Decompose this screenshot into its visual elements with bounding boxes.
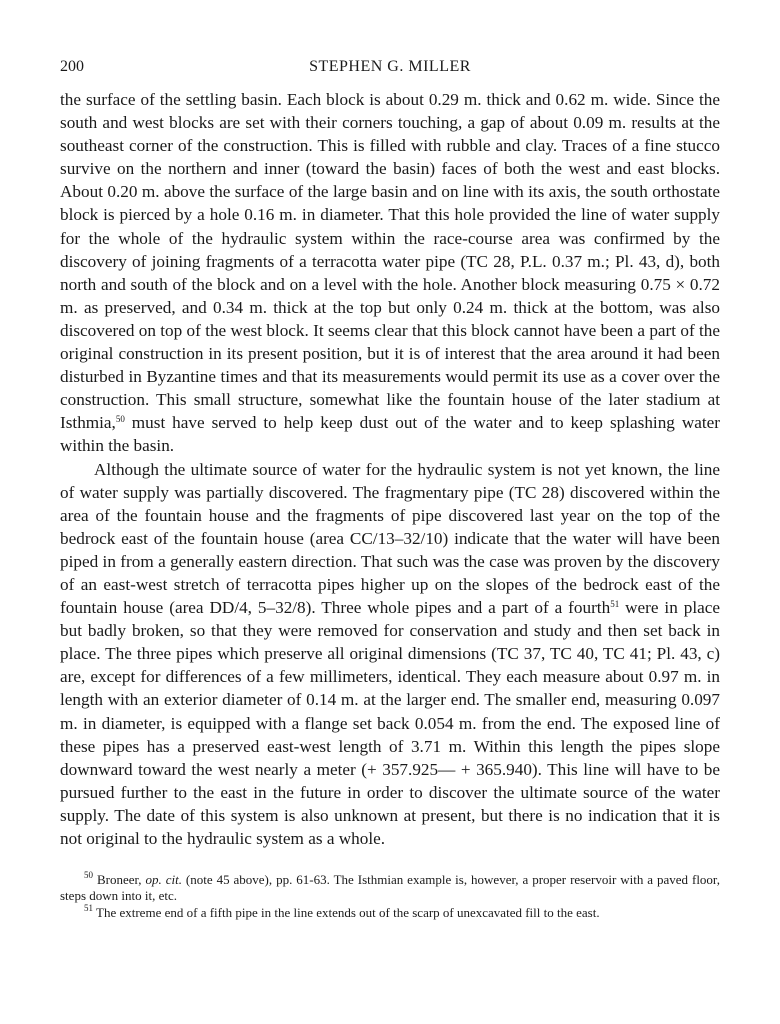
body-text [60, 88, 720, 850]
paragraph-1-text-cont: must have served to help keep dust out of the water and to keep splashing water within the basin. [60, 413, 720, 456]
paragraph-2-text-cont: were in place but badly broken, so that they were removed for conservation and study and then set back in place. The three pipes which preserve all original dimensions (TC 37, TC 40, TC 41; Pl. 43, c) are, except for differences of a few millimeters, identical. They each measure about 0.97 m. in length with an exterior diameter of 0.14 m. at the larger end. The smaller end, measuring 0.097 m. in diameter, is equipped with a flange set back 0.054 m. from the end. The exposed line of these pipes has a preserved east-west length of 3.71 m. Within this length the pipes slope downward toward the west nearly a meter (+ 357.925— + 365.940). This line will have to be pursued further to the east in the future in order to discover the ultimate source of the water supply. The date of this system is also unknown at present, but there is no indication that it is not original to the hydraulic system as a whole. [60, 598, 720, 848]
footnote-ref-51: 51 [610, 599, 620, 610]
running-head-author: STEPHEN G. MILLER [309, 58, 471, 75]
footnote-text: The extreme end of a fifth pipe in the line extends out of the scarp of unexcavated fill to the east. [93, 905, 600, 921]
footnote-text: Broneer, [93, 872, 146, 888]
footnotes [60, 872, 720, 921]
footnote-number: 51 [84, 903, 93, 914]
footnote-text-cont: (note 45 above), pp. 61-63. The Isthmian example is, however, a proper reservoir with a paved floor, steps down into it, etc. [60, 872, 720, 904]
running-head [60, 50, 720, 78]
footnote-ref-50: 50 [115, 414, 125, 425]
paragraph-2 [60, 458, 720, 851]
paragraph-1-text: the surface of the settling basin. Each block is about 0.29 m. thick and 0.62 m. wide. Since the south and west blocks are set with their corners touching, a gap of about 0.09 m. results at the southeast corner of the construction. This is filled with rubble and clay. Traces of a fine stucco survive on the northern and inner (toward the basin) faces of both the west and east blocks. About 0.20 m. above the surface of the large basin and on line with its axis, the south orthostate block is pierced by a hole 0.16 m. in diameter. That this hole provided the line of water supply for the whole of the hydraulic system within the race-course area was confirmed by the discovery of joining fragments of a terracotta water pipe (TC 28, P.L. 0.37 m.; Pl. 43, d), both north and south of the block and on a level with the hole. Another block measuring 0.75 × 0.72 m. as preserved, and 0.34 m. thick at the top but only 0.24 m. thick at the bottom, was also discovered on top of the west block. It seems clear that this block cannot have been a part of the original construction in its present position, but it is of interest that the area around it had been disturbed in Byzantine times and that its measurements would permit its use as a cover over the construction. This small structure, somewhat like the fountain house of the later stadium at Isthmia, [60, 90, 720, 433]
footnote-number: 50 [84, 870, 93, 881]
paragraph-2-text: Although the ultimate source of water for the hydraulic system is not yet known, the line of water supply was partially discovered. The fragmentary pipe (TC 28) discovered within the area of the fountain house and the fragments of pipe discovered last year on the top of the bedrock east of the fountain house (area CC/13–32/10) indicate that the water will have been piped in from a generally eastern direction. That such was the case was proven by the discovery of an east-west stretch of terracotta pipes higher up on the slopes of the bedrock east of the fountain house (area DD/4, 5–32/8). Three whole pipes and a part of a fourth [60, 459, 720, 618]
paragraph-1 [60, 88, 720, 458]
footnote-italic: op. cit. [145, 872, 182, 888]
footnote-50 [60, 872, 720, 904]
page-number: 200 [60, 58, 84, 75]
footnote-51 [60, 905, 720, 921]
page [60, 50, 720, 922]
